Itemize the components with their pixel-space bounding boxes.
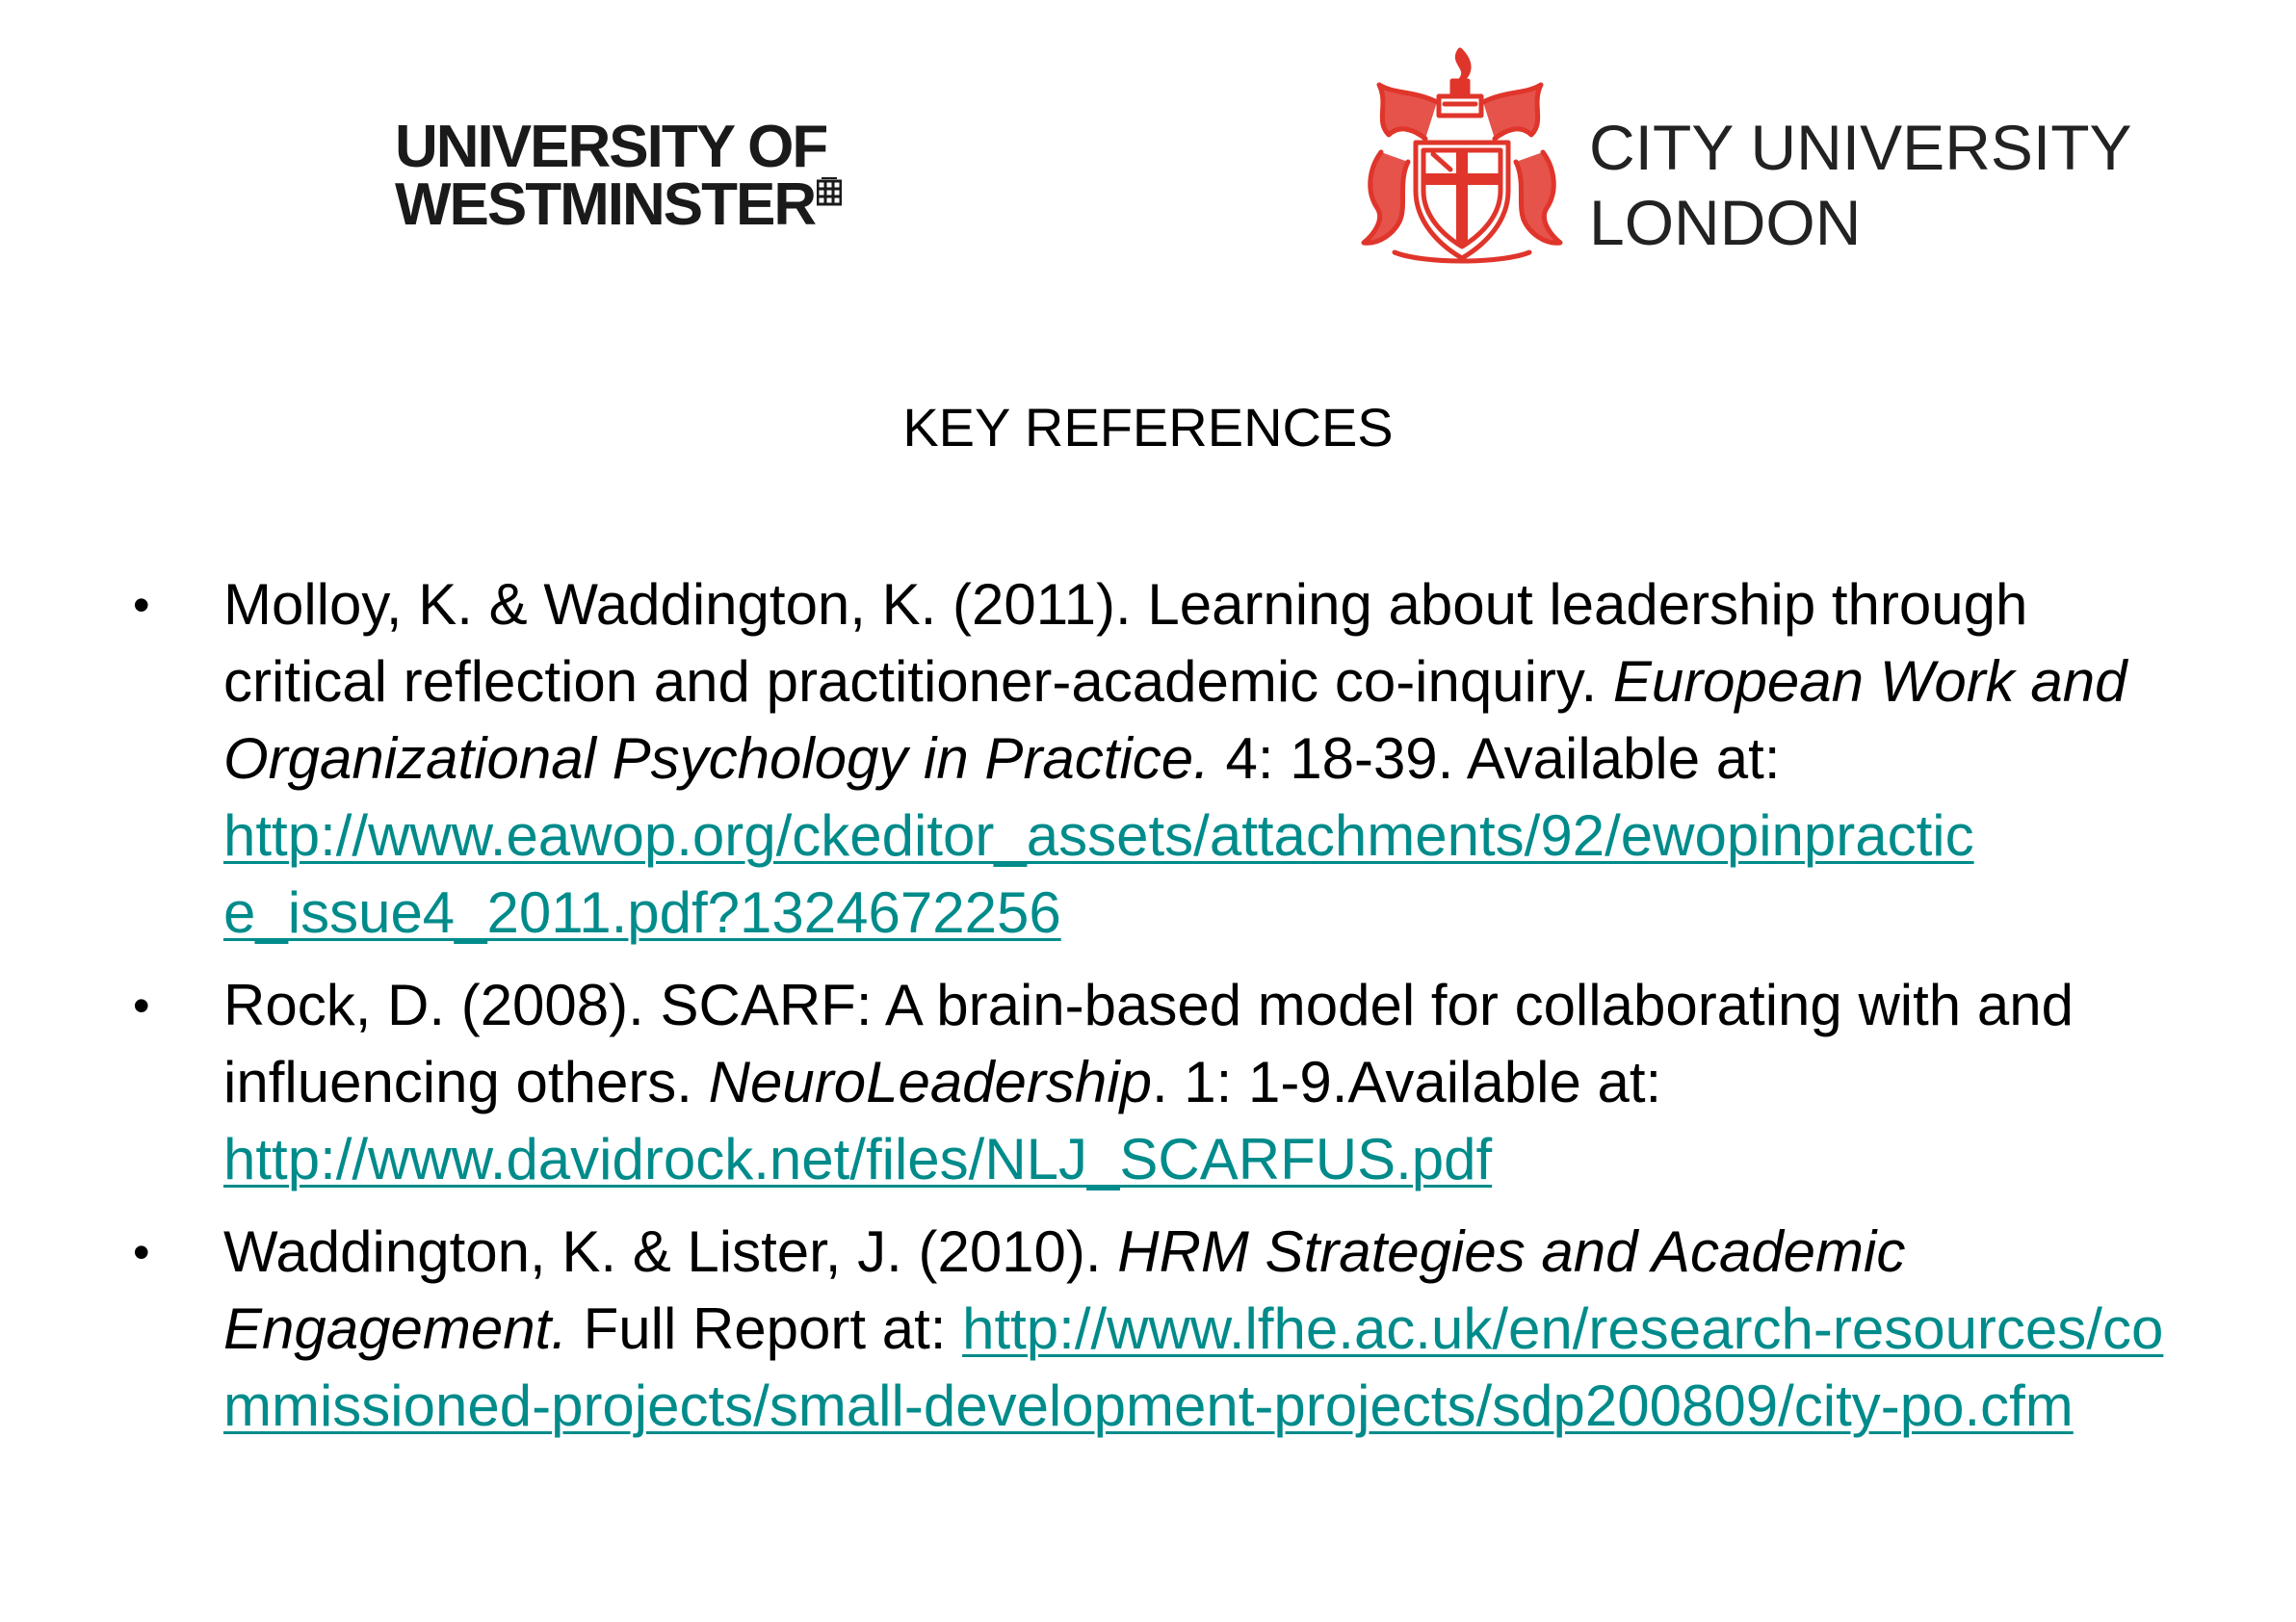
reference-item <box>0 1214 2296 1445</box>
reference-journal: European Work and Organizational Psychology in Practice. <box>223 649 2127 791</box>
westminster-logo <box>395 114 857 239</box>
reference-item <box>0 566 2296 952</box>
reference-text <box>223 1219 2163 1438</box>
reference-text <box>223 572 2126 945</box>
bullet: • <box>133 578 150 632</box>
city-university-logo <box>1356 46 2146 266</box>
reference-details: . 1: 1-9.Available at: <box>1151 1050 1662 1114</box>
reference-link-part2: e_issue4_2011.pdf?1324672256 <box>223 880 1061 945</box>
reference-link[interactable]: http://www.davidrock.net/files/NLJ_SCARFUS.pdf <box>223 1127 1493 1191</box>
reference-link[interactable]: http://www.lfhe.ac.uk/en/research-resources/commissioned-projects/small-development-projects/sdp200809/city-po.cfm <box>223 1296 2164 1438</box>
portcullis-icon <box>817 177 842 206</box>
reference-item <box>0 967 2296 1198</box>
bullet: • <box>133 979 150 1033</box>
reference-list <box>0 566 2296 1460</box>
reference-report-title: HRM Strategies and Academic Engagement. <box>223 1219 1906 1361</box>
crest-icon <box>1356 46 1568 266</box>
reference-details: 4: 18-39. Available at: <box>1209 726 1781 791</box>
reference-link[interactable] <box>223 803 1974 945</box>
reference-journal: NeuroLeadership <box>708 1050 1152 1114</box>
reference-authors-title: Molloy, K. & Waddington, K. (2011). Learning about leadership through critical reflection and practitioner-academic co-inquiry. <box>223 572 2028 714</box>
westminster-logo-line1: UNIVERSITY OF <box>395 114 827 180</box>
reference-authors-title: Rock, D. (2008). SCARF: A brain-based model for collaborating with and influencing others. <box>223 973 2074 1114</box>
reference-link-part1: http://www.eawop.org/ckeditor_assets/attachments/92/ewopinpractic <box>223 803 1974 868</box>
reference-details: Full Report at: <box>566 1296 963 1361</box>
city-logo-line2: LONDON <box>1589 187 1862 258</box>
bullet: • <box>133 1225 150 1279</box>
westminster-logo-line2: WESTMINSTER <box>395 171 816 238</box>
reference-authors-title: Waddington, K. & Lister, J. (2010). <box>223 1219 1118 1284</box>
city-logo-line1: CITY UNIVERSITY <box>1589 112 2132 183</box>
page-title: KEY REFERENCES <box>902 397 1394 458</box>
reference-text <box>223 973 2074 1191</box>
